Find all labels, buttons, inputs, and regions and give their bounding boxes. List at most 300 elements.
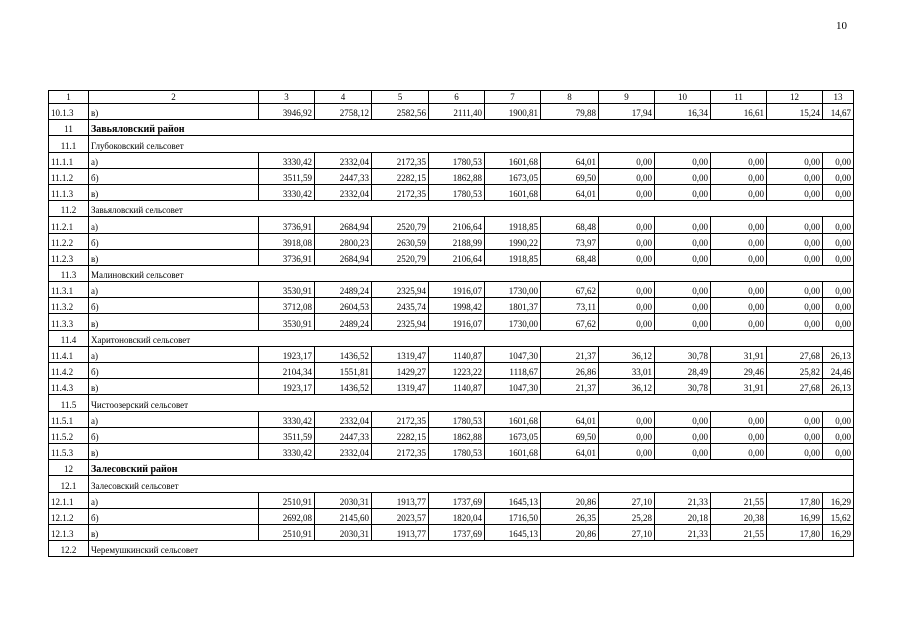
variant-label: б) [89, 363, 259, 379]
value-cell: 1918,85 [485, 217, 541, 233]
row-code: 12.1.1 [49, 492, 89, 508]
row-code: 12 [49, 460, 89, 476]
table-row [49, 524, 854, 540]
table-row [49, 168, 854, 184]
value-cell: 27,68 [767, 379, 823, 395]
value-cell: 0,00 [767, 184, 823, 200]
row-code: 11.3.1 [49, 282, 89, 298]
variant-label: в) [89, 184, 259, 200]
row-code: 11.4.3 [49, 379, 89, 395]
value-cell: 29,46 [711, 363, 767, 379]
variant-label: в) [89, 104, 259, 120]
row-code: 11.5.2 [49, 427, 89, 443]
value-cell: 27,10 [599, 492, 655, 508]
value-cell: 2447,33 [315, 427, 372, 443]
variant-label: в) [89, 379, 259, 395]
value-cell: 3530,91 [259, 314, 315, 330]
page-number: 10 [836, 20, 847, 32]
value-cell: 1801,37 [485, 298, 541, 314]
value-cell: 2684,94 [315, 249, 372, 265]
value-cell: 64,01 [541, 184, 599, 200]
row-code: 11.4.1 [49, 346, 89, 362]
value-cell: 26,13 [823, 346, 854, 362]
value-cell: 1140,87 [429, 346, 485, 362]
value-cell: 21,37 [541, 346, 599, 362]
value-cell: 2325,94 [372, 314, 429, 330]
table-row [49, 249, 854, 265]
column-number-header: 12 [767, 91, 823, 104]
value-cell: 2520,79 [372, 249, 429, 265]
value-cell: 2023,57 [372, 508, 429, 524]
value-cell: 0,00 [655, 249, 711, 265]
value-cell: 1645,13 [485, 524, 541, 540]
table-row [49, 346, 854, 362]
value-cell: 1601,68 [485, 411, 541, 427]
value-cell: 73,97 [541, 233, 599, 249]
value-cell: 0,00 [767, 314, 823, 330]
value-cell: 1780,53 [429, 443, 485, 459]
value-cell: 20,18 [655, 508, 711, 524]
district-heading-row [49, 120, 854, 136]
variant-label: а) [89, 217, 259, 233]
value-cell: 2489,24 [315, 282, 372, 298]
column-number-header: 9 [599, 91, 655, 104]
row-code: 12.1.2 [49, 508, 89, 524]
value-cell: 2510,91 [259, 492, 315, 508]
value-cell: 1923,17 [259, 346, 315, 362]
value-cell: 1730,00 [485, 314, 541, 330]
council-heading-row [49, 330, 854, 346]
value-cell: 1918,85 [485, 249, 541, 265]
value-cell: 0,00 [767, 168, 823, 184]
column-number-header: 8 [541, 91, 599, 104]
council-name: Черемушкинский сельсовет [89, 541, 854, 557]
row-code: 11.3.3 [49, 314, 89, 330]
value-cell: 0,00 [823, 249, 854, 265]
column-number-header: 6 [429, 91, 485, 104]
variant-label: б) [89, 298, 259, 314]
table-row [49, 427, 854, 443]
column-number-header: 7 [485, 91, 541, 104]
value-cell: 26,86 [541, 363, 599, 379]
value-cell: 0,00 [599, 152, 655, 168]
column-number-header: 11 [711, 91, 767, 104]
value-cell: 3530,91 [259, 282, 315, 298]
value-cell: 0,00 [655, 282, 711, 298]
value-cell: 0,00 [767, 443, 823, 459]
value-cell: 0,00 [711, 427, 767, 443]
value-cell: 0,00 [711, 184, 767, 200]
value-cell: 3712,08 [259, 298, 315, 314]
value-cell: 3330,42 [259, 152, 315, 168]
value-cell: 2172,35 [372, 443, 429, 459]
value-cell: 0,00 [599, 249, 655, 265]
row-code: 11.1.2 [49, 168, 89, 184]
row-code: 10.1.3 [49, 104, 89, 120]
row-code: 11.2.2 [49, 233, 89, 249]
value-cell: 2106,64 [429, 249, 485, 265]
value-cell: 0,00 [767, 233, 823, 249]
value-cell: 0,00 [711, 314, 767, 330]
value-cell: 31,91 [711, 379, 767, 395]
value-cell: 73,11 [541, 298, 599, 314]
value-cell: 1737,69 [429, 492, 485, 508]
value-cell: 0,00 [599, 168, 655, 184]
council-heading-row [49, 265, 854, 281]
value-cell: 2188,99 [429, 233, 485, 249]
value-cell: 0,00 [711, 411, 767, 427]
value-cell: 0,00 [599, 427, 655, 443]
variant-label: в) [89, 314, 259, 330]
value-cell: 36,12 [599, 346, 655, 362]
value-cell: 0,00 [599, 443, 655, 459]
variant-label: в) [89, 249, 259, 265]
table-row [49, 411, 854, 427]
row-code: 11.5.1 [49, 411, 89, 427]
value-cell: 30,78 [655, 379, 711, 395]
value-cell: 1916,07 [429, 314, 485, 330]
value-cell: 0,00 [655, 217, 711, 233]
table-row [49, 184, 854, 200]
value-cell: 2030,31 [315, 524, 372, 540]
variant-label: б) [89, 427, 259, 443]
row-code: 11.1.3 [49, 184, 89, 200]
value-cell: 2447,33 [315, 168, 372, 184]
value-cell: 1319,47 [372, 346, 429, 362]
value-cell: 0,00 [599, 282, 655, 298]
column-number-header: 13 [823, 91, 854, 104]
value-cell: 1673,05 [485, 427, 541, 443]
value-cell: 2282,15 [372, 427, 429, 443]
value-cell: 2630,59 [372, 233, 429, 249]
value-cell: 2758,12 [315, 104, 372, 120]
row-code: 11.1.1 [49, 152, 89, 168]
value-cell: 0,00 [599, 314, 655, 330]
value-cell: 0,00 [767, 152, 823, 168]
value-cell: 2489,24 [315, 314, 372, 330]
value-cell: 0,00 [711, 443, 767, 459]
value-cell: 1140,87 [429, 379, 485, 395]
value-cell: 67,62 [541, 282, 599, 298]
value-cell: 2145,60 [315, 508, 372, 524]
value-cell: 24,46 [823, 363, 854, 379]
council-heading-row [49, 476, 854, 492]
table-body [49, 91, 854, 557]
value-cell: 2332,04 [315, 411, 372, 427]
value-cell: 2104,34 [259, 363, 315, 379]
value-cell: 0,00 [599, 217, 655, 233]
value-cell: 0,00 [711, 217, 767, 233]
variant-label: б) [89, 168, 259, 184]
value-cell: 3736,91 [259, 217, 315, 233]
value-cell: 2332,04 [315, 184, 372, 200]
council-name: Завьяловский сельсовет [89, 201, 854, 217]
value-cell: 1990,22 [485, 233, 541, 249]
variant-label: а) [89, 152, 259, 168]
value-cell: 64,01 [541, 411, 599, 427]
value-cell: 27,10 [599, 524, 655, 540]
value-cell: 26,13 [823, 379, 854, 395]
value-cell: 1780,53 [429, 411, 485, 427]
value-cell: 0,00 [823, 233, 854, 249]
value-cell: 2106,64 [429, 217, 485, 233]
value-cell: 0,00 [823, 427, 854, 443]
variant-label: а) [89, 282, 259, 298]
row-code: 11.2 [49, 201, 89, 217]
value-cell: 1551,81 [315, 363, 372, 379]
value-cell: 0,00 [655, 184, 711, 200]
value-cell: 30,78 [655, 346, 711, 362]
value-cell: 0,00 [767, 411, 823, 427]
value-cell: 1923,17 [259, 379, 315, 395]
value-cell: 0,00 [655, 233, 711, 249]
table-row [49, 363, 854, 379]
value-cell: 0,00 [767, 249, 823, 265]
value-cell: 1820,04 [429, 508, 485, 524]
value-cell: 21,37 [541, 379, 599, 395]
value-cell: 16,99 [767, 508, 823, 524]
value-cell: 2332,04 [315, 443, 372, 459]
council-heading-row [49, 395, 854, 411]
value-cell: 69,50 [541, 168, 599, 184]
value-cell: 0,00 [711, 168, 767, 184]
value-cell: 28,49 [655, 363, 711, 379]
row-code: 11.5 [49, 395, 89, 411]
value-cell: 0,00 [823, 443, 854, 459]
variant-label: в) [89, 443, 259, 459]
variant-label: а) [89, 492, 259, 508]
value-cell: 1716,50 [485, 508, 541, 524]
table-row [49, 508, 854, 524]
value-cell: 21,55 [711, 524, 767, 540]
value-cell: 1047,30 [485, 346, 541, 362]
value-cell: 1436,52 [315, 346, 372, 362]
table-row [49, 298, 854, 314]
value-cell: 25,82 [767, 363, 823, 379]
value-cell: 0,00 [711, 233, 767, 249]
value-cell: 14,67 [823, 104, 854, 120]
council-name: Харитоновский сельсовет [89, 330, 854, 346]
value-cell: 2111,40 [429, 104, 485, 120]
row-code: 11.4.2 [49, 363, 89, 379]
value-cell: 2325,94 [372, 282, 429, 298]
value-cell: 2435,74 [372, 298, 429, 314]
value-cell: 2172,35 [372, 411, 429, 427]
value-cell: 1118,67 [485, 363, 541, 379]
value-cell: 1862,88 [429, 168, 485, 184]
value-cell: 64,01 [541, 152, 599, 168]
table-row [49, 282, 854, 298]
column-number-header: 3 [259, 91, 315, 104]
council-name: Залесовский сельсовет [89, 476, 854, 492]
value-cell: 0,00 [655, 411, 711, 427]
value-cell: 0,00 [823, 411, 854, 427]
value-cell: 0,00 [655, 152, 711, 168]
value-cell: 1913,77 [372, 492, 429, 508]
value-cell: 1673,05 [485, 168, 541, 184]
row-code: 11.5.3 [49, 443, 89, 459]
value-cell: 0,00 [823, 314, 854, 330]
table-row [49, 492, 854, 508]
council-heading-row [49, 201, 854, 217]
value-cell: 0,00 [767, 427, 823, 443]
row-code: 11 [49, 120, 89, 136]
value-cell: 0,00 [767, 217, 823, 233]
variant-label: б) [89, 508, 259, 524]
value-cell: 0,00 [823, 152, 854, 168]
value-cell: 1047,30 [485, 379, 541, 395]
value-cell: 0,00 [655, 443, 711, 459]
column-number-header: 10 [655, 91, 711, 104]
value-cell: 2520,79 [372, 217, 429, 233]
column-number-header: 1 [49, 91, 89, 104]
value-cell: 15,62 [823, 508, 854, 524]
value-cell: 68,48 [541, 217, 599, 233]
value-cell: 0,00 [655, 168, 711, 184]
value-cell: 16,29 [823, 492, 854, 508]
value-cell: 2582,56 [372, 104, 429, 120]
value-cell: 2282,15 [372, 168, 429, 184]
value-cell: 1730,00 [485, 282, 541, 298]
value-cell: 25,28 [599, 508, 655, 524]
value-cell: 2510,91 [259, 524, 315, 540]
value-cell: 0,00 [823, 298, 854, 314]
value-cell: 0,00 [823, 168, 854, 184]
value-cell: 0,00 [599, 233, 655, 249]
value-cell: 1900,81 [485, 104, 541, 120]
value-cell: 1737,69 [429, 524, 485, 540]
row-code: 12.1.3 [49, 524, 89, 540]
value-cell: 0,00 [655, 314, 711, 330]
value-cell: 15,24 [767, 104, 823, 120]
value-cell: 1319,47 [372, 379, 429, 395]
value-cell: 1429,27 [372, 363, 429, 379]
value-cell: 20,86 [541, 492, 599, 508]
value-cell: 0,00 [711, 249, 767, 265]
value-cell: 1998,42 [429, 298, 485, 314]
column-number-header: 2 [89, 91, 259, 104]
value-cell: 2332,04 [315, 152, 372, 168]
value-cell: 1601,68 [485, 184, 541, 200]
council-name: Малиновский сельсовет [89, 265, 854, 281]
value-cell: 67,62 [541, 314, 599, 330]
value-cell: 0,00 [599, 184, 655, 200]
value-cell: 16,29 [823, 524, 854, 540]
value-cell: 1601,68 [485, 152, 541, 168]
value-cell: 3330,42 [259, 411, 315, 427]
value-cell: 0,00 [599, 298, 655, 314]
column-number-header: 5 [372, 91, 429, 104]
value-cell: 3330,42 [259, 443, 315, 459]
table-row [49, 314, 854, 330]
value-cell: 64,01 [541, 443, 599, 459]
value-cell: 17,80 [767, 492, 823, 508]
value-cell: 21,33 [655, 524, 711, 540]
column-number-header: 4 [315, 91, 372, 104]
value-cell: 0,00 [767, 298, 823, 314]
table-row [49, 152, 854, 168]
row-code: 11.2.1 [49, 217, 89, 233]
value-cell: 27,68 [767, 346, 823, 362]
variant-label: а) [89, 411, 259, 427]
value-cell: 0,00 [599, 411, 655, 427]
row-code: 11.4 [49, 330, 89, 346]
row-code: 12.1 [49, 476, 89, 492]
table-row [49, 233, 854, 249]
value-cell: 0,00 [655, 298, 711, 314]
value-cell: 20,38 [711, 508, 767, 524]
table-row [49, 104, 854, 120]
value-cell: 2030,31 [315, 492, 372, 508]
row-code: 11.3.2 [49, 298, 89, 314]
value-cell: 3918,08 [259, 233, 315, 249]
table-row [49, 443, 854, 459]
value-cell: 0,00 [767, 282, 823, 298]
value-cell: 26,35 [541, 508, 599, 524]
table-row [49, 217, 854, 233]
district-name: Залесовский район [89, 460, 854, 476]
value-cell: 0,00 [823, 217, 854, 233]
value-cell: 2800,23 [315, 233, 372, 249]
value-cell: 2604,53 [315, 298, 372, 314]
value-cell: 0,00 [655, 427, 711, 443]
value-cell: 69,50 [541, 427, 599, 443]
value-cell: 1436,52 [315, 379, 372, 395]
value-cell: 68,48 [541, 249, 599, 265]
district-heading-row [49, 460, 854, 476]
value-cell: 3330,42 [259, 184, 315, 200]
value-cell: 3511,59 [259, 427, 315, 443]
value-cell: 31,91 [711, 346, 767, 362]
council-heading-row [49, 136, 854, 152]
table-header-row [49, 91, 854, 104]
value-cell: 3511,59 [259, 168, 315, 184]
council-heading-row [49, 541, 854, 557]
variant-label: а) [89, 346, 259, 362]
value-cell: 0,00 [711, 152, 767, 168]
value-cell: 0,00 [823, 282, 854, 298]
value-cell: 0,00 [711, 298, 767, 314]
district-name: Завьяловский район [89, 120, 854, 136]
value-cell: 0,00 [711, 282, 767, 298]
table-row [49, 379, 854, 395]
row-code: 11.2.3 [49, 249, 89, 265]
value-cell: 16,34 [655, 104, 711, 120]
value-cell: 1862,88 [429, 427, 485, 443]
row-code: 11.3 [49, 265, 89, 281]
value-cell: 2692,08 [259, 508, 315, 524]
value-cell: 3736,91 [259, 249, 315, 265]
value-cell: 1645,13 [485, 492, 541, 508]
value-cell: 1601,68 [485, 443, 541, 459]
value-cell: 3946,92 [259, 104, 315, 120]
value-cell: 33,01 [599, 363, 655, 379]
value-cell: 20,86 [541, 524, 599, 540]
value-cell: 21,55 [711, 492, 767, 508]
value-cell: 1780,53 [429, 184, 485, 200]
value-cell: 1223,22 [429, 363, 485, 379]
value-cell: 1780,53 [429, 152, 485, 168]
value-cell: 1913,77 [372, 524, 429, 540]
value-cell: 17,80 [767, 524, 823, 540]
council-name: Глубоковский сельсовет [89, 136, 854, 152]
value-cell: 17,94 [599, 104, 655, 120]
row-code: 11.1 [49, 136, 89, 152]
value-cell: 0,00 [823, 184, 854, 200]
value-cell: 1916,07 [429, 282, 485, 298]
value-cell: 2172,35 [372, 152, 429, 168]
variant-label: в) [89, 524, 259, 540]
